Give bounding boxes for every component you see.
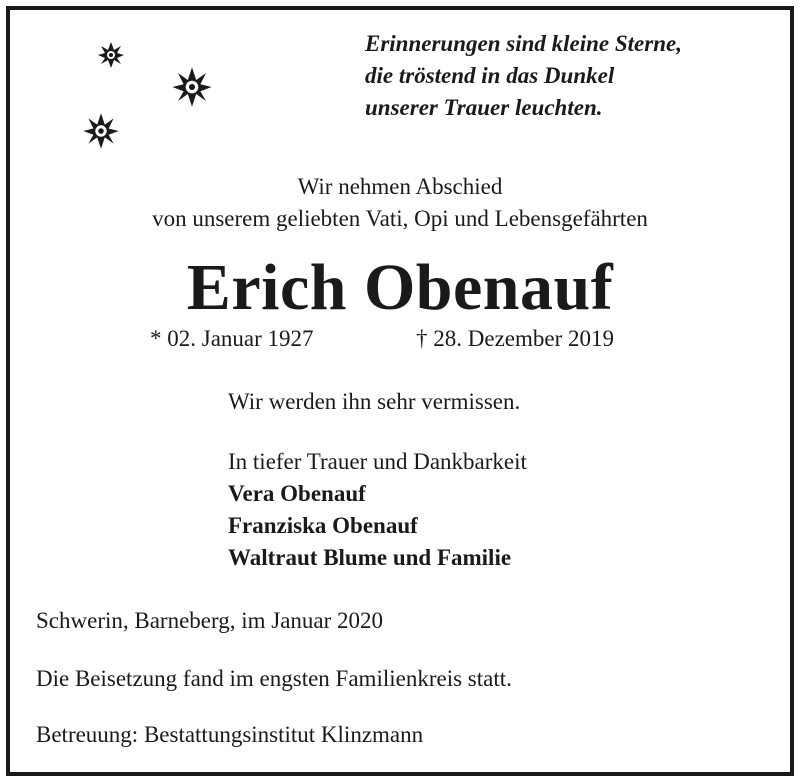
deceased-name: Erich Obenauf: [186, 251, 614, 324]
birth-date: * 02. Januar 1927: [150, 326, 314, 351]
farewell-line: Wir nehmen Abschied: [297, 174, 503, 199]
death-date: † 28. Dezember 2019: [416, 326, 614, 351]
star-icon: [96, 40, 126, 70]
obituary-card: [6, 6, 794, 776]
mourner-name: Waltraut Blume und Familie: [228, 545, 512, 570]
funeral-home: Betreuung: Bestattungsinstitut Klinzmann: [36, 722, 424, 747]
quote-line: unserer Trauer leuchten.: [365, 95, 603, 120]
burial-note: Die Beisetzung fand im engsten Familienkreis statt.: [36, 666, 512, 691]
quote-line: die tröstend in das Dunkel: [365, 63, 615, 88]
miss-line: Wir werden ihn sehr vermissen.: [228, 389, 521, 414]
memorial-quote: [365, 28, 682, 124]
star-icon: [82, 112, 120, 150]
mourners-heading: In tiefer Trauer und Dankbarkeit: [228, 449, 527, 474]
place-date: Schwerin, Barneberg, im Januar 2020: [36, 608, 384, 633]
star-icon: [171, 66, 213, 108]
mourner-name: Vera Obenauf: [228, 481, 366, 506]
quote-line: Erinnerungen sind kleine Sterne,: [365, 31, 682, 56]
relationship-line: von unserem geliebten Vati, Opi und Lebensgefährten: [152, 206, 648, 231]
mourner-name: Franziska Obenauf: [228, 513, 418, 538]
